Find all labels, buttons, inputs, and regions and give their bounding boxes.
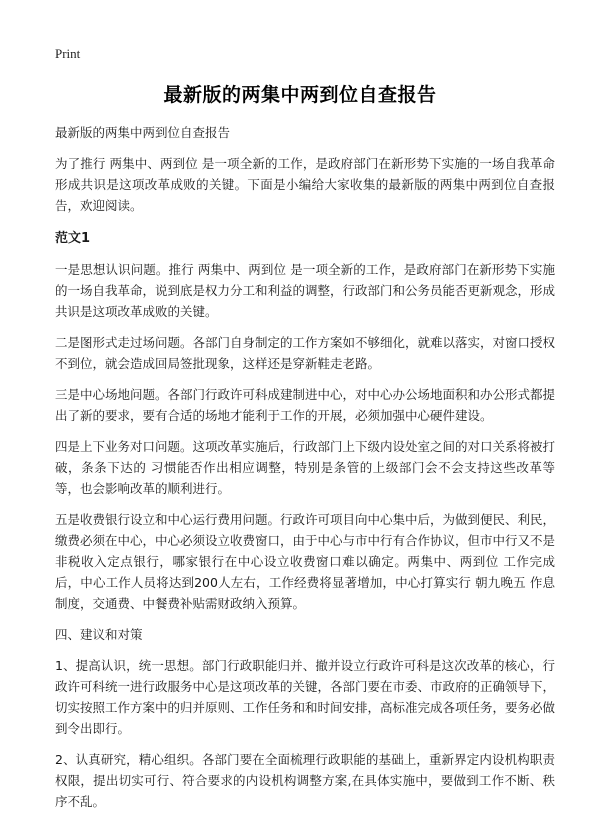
section-heading: 范文1 xyxy=(55,231,91,246)
paragraph: 四是上下业务对口问题。这项改革实施后，行政部门上下级内设处室之间的对口关系将被打破，条条下达的 习惯能否作出相应调整，特别是条管的上级部门会不会支持这些改革等等，也会影响改革的顺利进行。 xyxy=(55,439,556,496)
suggestion-paragraph: 1、提高认识，统一思想。部门行政职能归并、撤并设立行政许可科是这次改革的核心，行政许可科统一进行政服务中心是这项改革的关键，各部门要在市委、市政府的正确领导下，切实按照工作方案中的归并原则、工作任务和和时间安排，高标准完成各项任务，要务必做到令出即行。 xyxy=(55,658,556,736)
suggestion-paragraph: 2、认真研究，精心组织。各部门要在全面梳理行政职能的基础上，重新界定内设机构职责权限，提出切实可行、符合要求的内设机构调整方案,在具体实施中，要做到工作不断、秩序不乱。 xyxy=(55,752,555,809)
intro-paragraph: 为了推行 两集中、两到位 是一项全新的工作，是政府部门在新形势下实施的一场自我革命 形成共识是这项改革成败的关键。下面是小编给大家收集的最新版的两集中两到位自查报告，欢迎阅读。 xyxy=(55,156,568,213)
paragraph: 五是收费银行设立和中心运行费用问题。行政许可项目向中心集中后，为做到便民、利民，缴费必须在中心，中心必须设立收费窗口，由于中心与市中行有合作协议，但市中行又不是非税收入定点银行，哪家银行在中心设立收费窗口难以确定。两集中、两到位 工作完成后，中心工作人员将达到200人左右，工作经费将显著增加，中心打算实行 朝九晚五 作息制度，交通费、中餐费补贴需财政纳入预算。 xyxy=(55,512,556,611)
paragraph: 一是思想认识问题。推行 两集中、两到位 是一项全新的工作，是政府部门在新形势下实施的一场自我革命，说到底是权力分工和利益的调整，行政部门和公务员能否更新观念，形成共识是这项改革成败的关键。 xyxy=(55,262,556,319)
section-heading-2: 四、建议和对策 xyxy=(55,627,143,642)
document-body xyxy=(55,122,568,822)
document-subtitle: 最新版的两集中两到位自查报告 xyxy=(55,125,231,140)
document-title: 最新版的两集中两到位自查报告 xyxy=(163,84,437,106)
paragraph: 二是图形式走过场问题。各部门自身制定的工作方案如不够细化，就难以落实，对窗口授权不到位，就会造成回局签批现象，这样还是穿新鞋走老路。 xyxy=(55,335,556,371)
paragraph: 三是中心场地问题。各部门行政许可科成建制进中心，对中心办公场地面积和办公形式都提出了新的要求，要有合适的场地才能利于工作的开展，必须加强中心硬件建设。 xyxy=(55,387,556,423)
print-label[interactable]: Print xyxy=(55,46,81,61)
